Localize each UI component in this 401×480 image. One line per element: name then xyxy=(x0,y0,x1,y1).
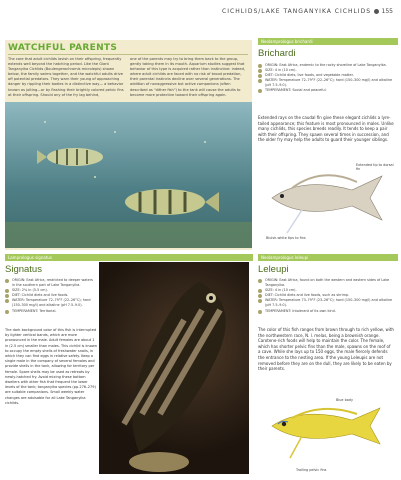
label-tips: Bluish-white tips to fins xyxy=(266,236,306,240)
species-tag-signatus: Lamprologus signatus xyxy=(5,254,253,261)
water-icon xyxy=(258,299,262,303)
fish-shape-2 xyxy=(125,189,219,215)
facts-signatus: ORIGIN: East Africa, restricted to deeper waters in the southern part of Lake Tanganyika. SIZE: 2¾ in (5.5 cm). DIET: Cichlid diets and live foods. WATER: Temperature 72–79°F (22–26°C); hard (150–300 mg/l) and alkaline (pH 7.5–9.0). TEMPERAMENT: Territorial. xyxy=(5,278,95,314)
label-blue-body: Blue body xyxy=(336,398,353,402)
page-number: 155 xyxy=(381,8,393,15)
bullet-icon xyxy=(374,9,379,14)
text-leleupi: The color of this fish ranges from brown through to rich yellow, with the northwestern race, N. l. melas, being a brownish orange. Carotene-rich foods will help to maintain the color. The female, which has shorter pelvic fins than the male, spawns on the roof of a cave. While she lays up to 150 eggs, the male fiercely defends the entrance to the nesting area. If the young Leleupis are not removed before they are on the dull, they are likely to be eaten by their parents. xyxy=(258,327,394,372)
origin-icon xyxy=(5,279,9,283)
feature-text-col1: The care that adult cichlids lavish on their offspring, frequently extends well beyond the hatching period. Like the Giant Tanganyika Cichlids (Boulengerochromis microlepis) shown below, the family swims together, and the watchful adults drive off potential predators. They warn their young of approaching danger by rippling their bodies in a distinctive way— a behavior known as jolting—or by flashing their brightly colored pelvic fins at their offspring. Should any of the fry lag behind, xyxy=(8,57,124,97)
facts-brichardi: ORIGIN: East Africa, endemic to the rocky shoreline of Lake Tanganyika. SIZE: 4 in (10 cm). DIET: Cichlid diets, live foods, and vegetable matter. WATER: Temperature 72–79°F (22–26°C); hard (150–300 mg/l) and alkaline (pH 7.5–9.0). TEMPERAMENT: Social and peaceful. xyxy=(258,63,394,94)
species-name-signatus: Signatus xyxy=(5,264,42,275)
temperament-icon xyxy=(5,310,9,314)
feature-text-col2: one of the parents may try to bring them back to the group, gently taking them in its mouth. Aquarium studies suggest that behavior of this type is acquired rather than instinctive: indeed, where adult cichlids are faced with no risk of brood predation, their parental instincts decline over several generations. The addition of nonaggressive but active companions (often described as "dither fish") to the tank will cause the adults to become more protective toward their offspring again. xyxy=(130,57,245,97)
fish-shape-1 xyxy=(37,148,103,166)
temperament-icon xyxy=(258,310,262,314)
species-name-brichardi: Brichardi xyxy=(258,48,296,59)
signatus-photo xyxy=(99,262,249,474)
species-name-leleupi: Leleupi xyxy=(258,264,289,275)
cichlid-school-illustration xyxy=(5,102,252,248)
origin-icon xyxy=(258,279,262,283)
aquarium-photo xyxy=(5,102,252,248)
label-dorsal: Extended tip to dorsal fin xyxy=(356,163,394,171)
water-icon xyxy=(258,79,262,83)
divider xyxy=(8,54,248,55)
leleupi-fish-illustration xyxy=(262,396,397,468)
text-signatus: The dark background color of this fish is interrupted by lighter vertical bands, which are more pronounced in the male. Adult females are about 1 in (2.5 cm) smaller than males. This cichlid is known to occupy the empty shells of freshwater snails, in which they can find eggs in relative safety. Keep a single male in the company of several females and provide shells in the tank, allowing for territory per female. Spare shells may be used as retreats by newly-hatched fry. Avoid mixing these bottom dwellers with other fish that frequent the lower levels of the tank; tanganyika species (pp.276–279) are suitable companions. Small weekly water changes are advisable for all Lake Tanganyika cichlids. xyxy=(5,328,97,405)
text-brichardi: Extended rays on the caudal fin give these elegant cichlids a lyre-tailed appearance; this feature is most pronounced in males. Unlike many cichlids, this species breeds readily. It tends to keep a pair with their offspring. They spawn several times in succession, and the older fry may help the adults to guard their younger siblings. xyxy=(258,115,394,143)
facts-leleupi: ORIGIN: East Africa, found on both the western and eastern sides of Lake Tanganyika. SIZE: 4 in (10 cm). DIET: Cichlid diets and live foods, such as shrimp. WATER: Temperature 73–79°F (23–26°C); hard (150–300 mg/l) and alkaline (pH 7.5–9.0). TEMPERAMENT: Intolerant of its own kind. xyxy=(258,278,394,314)
origin-icon xyxy=(258,64,262,68)
page-header xyxy=(0,0,401,22)
species-tag-brichardi: Neolamprologus brichardi xyxy=(258,38,398,45)
section-title: CICHLIDS/LAKE TANGANYIKA CICHLIDS xyxy=(222,8,371,15)
temperament-icon xyxy=(258,89,262,93)
label-pelvic: Trailing pelvic fins xyxy=(296,468,327,472)
species-tag-leleupi: Neolamprologus leleupi xyxy=(258,254,398,261)
water-icon xyxy=(5,299,9,303)
signatus-fish-illustration xyxy=(99,262,249,474)
feature-title: WATCHFUL PARENTS xyxy=(8,43,118,53)
